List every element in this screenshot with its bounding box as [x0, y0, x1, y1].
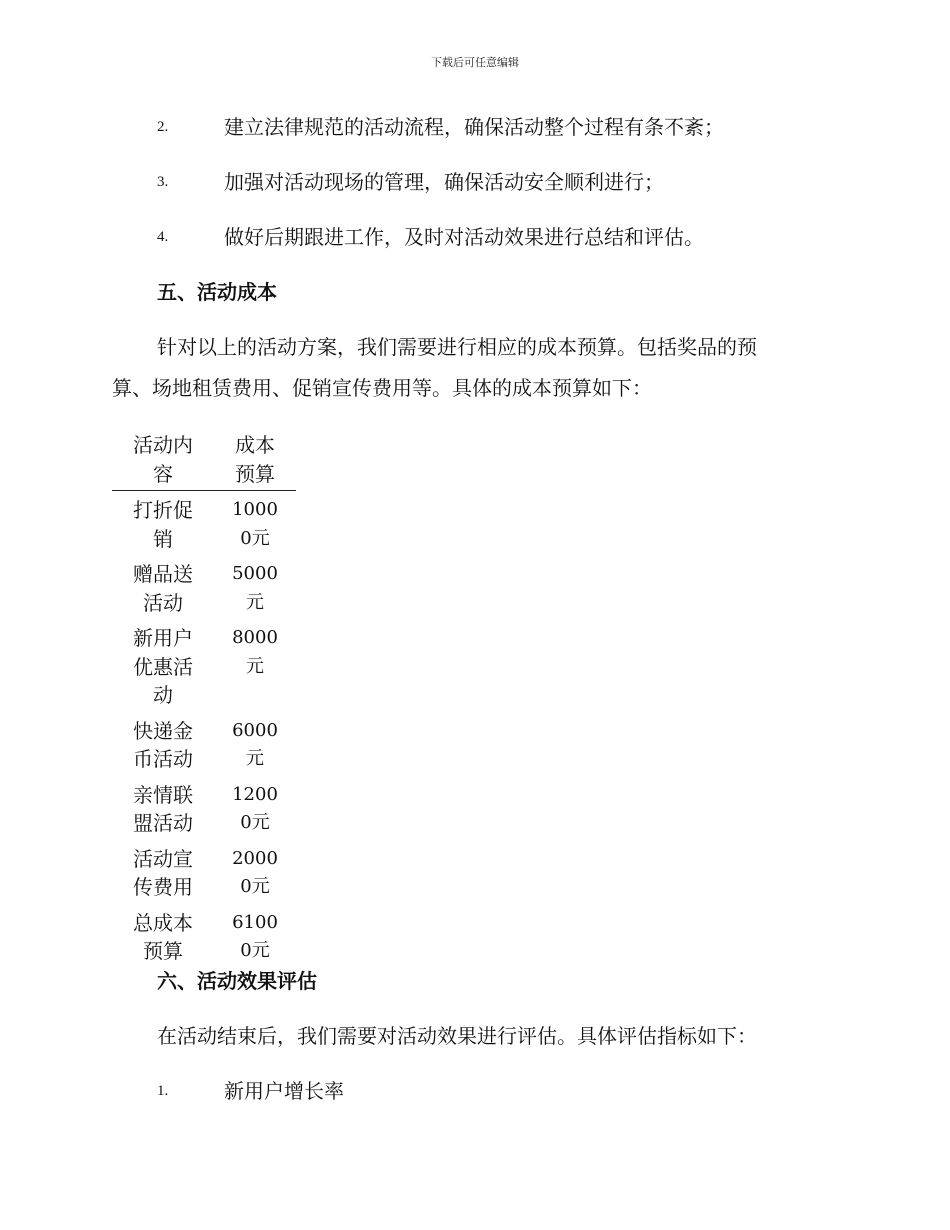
- table-row: [112, 714, 296, 778]
- table-row: [112, 778, 296, 842]
- table-cell: 新用户优惠活动: [133, 626, 193, 707]
- paragraph-line: 针对以上的活动方案，我们需要进行相应的成本预算。包括奖品的预: [157, 335, 757, 359]
- table-row: [112, 491, 296, 558]
- table-row: [112, 621, 296, 714]
- table-cell: 12000元: [232, 783, 278, 833]
- table-cell: 5000元: [232, 563, 278, 613]
- list-text: 新用户增长率: [224, 1079, 344, 1103]
- table-header: 成本预算: [214, 431, 296, 491]
- list-number: 3.: [157, 174, 169, 190]
- table-cell: 总成本预算: [133, 910, 193, 963]
- paragraph-line: 算、场地租赁费用、促销宣传费用等。具体的成本预算如下：: [112, 376, 652, 400]
- list-item: [0, 222, 950, 252]
- list-number: 4.: [157, 229, 169, 245]
- list-number: 1.: [157, 1083, 169, 1099]
- paragraph-line: 在活动结束后，我们需要对活动效果进行评估。具体评估指标如下：: [157, 1024, 757, 1048]
- table-cell: 8000元: [232, 627, 278, 677]
- list-text: 做好后期跟进工作，及时对活动效果进行总结和评估。: [224, 225, 704, 249]
- table-cell: 6000元: [232, 719, 278, 769]
- section-heading-evaluation: 六、活动效果评估: [157, 969, 317, 993]
- table-cell: 活动宣传费用: [133, 846, 193, 899]
- list-item: [0, 112, 950, 142]
- table-row: [112, 557, 296, 621]
- table-cell: 赠品送活动: [133, 562, 193, 615]
- list-item: [0, 167, 950, 197]
- list-item: [0, 1076, 950, 1106]
- table-header: 活动内容: [112, 431, 214, 491]
- list-text: 加强对活动现场的管理，确保活动安全顺利进行；: [224, 170, 664, 194]
- table-cell: 10000元: [232, 499, 278, 549]
- section-heading-cost: 五、活动成本: [157, 280, 277, 304]
- table-row: [112, 842, 296, 906]
- table-cell: 20000元: [232, 847, 278, 897]
- list-text: 建立法律规范的活动流程，确保活动整个过程有条不紊；: [224, 115, 724, 139]
- list-number: 2.: [157, 119, 169, 135]
- table-row: [112, 906, 296, 970]
- table-cell: 打折促销: [133, 498, 193, 551]
- table-cell: 亲情联盟活动: [133, 782, 193, 835]
- table-cell: 快递金币活动: [133, 718, 193, 771]
- cost-table: [112, 431, 296, 970]
- page-header: 下载后可任意编辑: [431, 56, 519, 69]
- table-cell: 61000元: [232, 911, 278, 961]
